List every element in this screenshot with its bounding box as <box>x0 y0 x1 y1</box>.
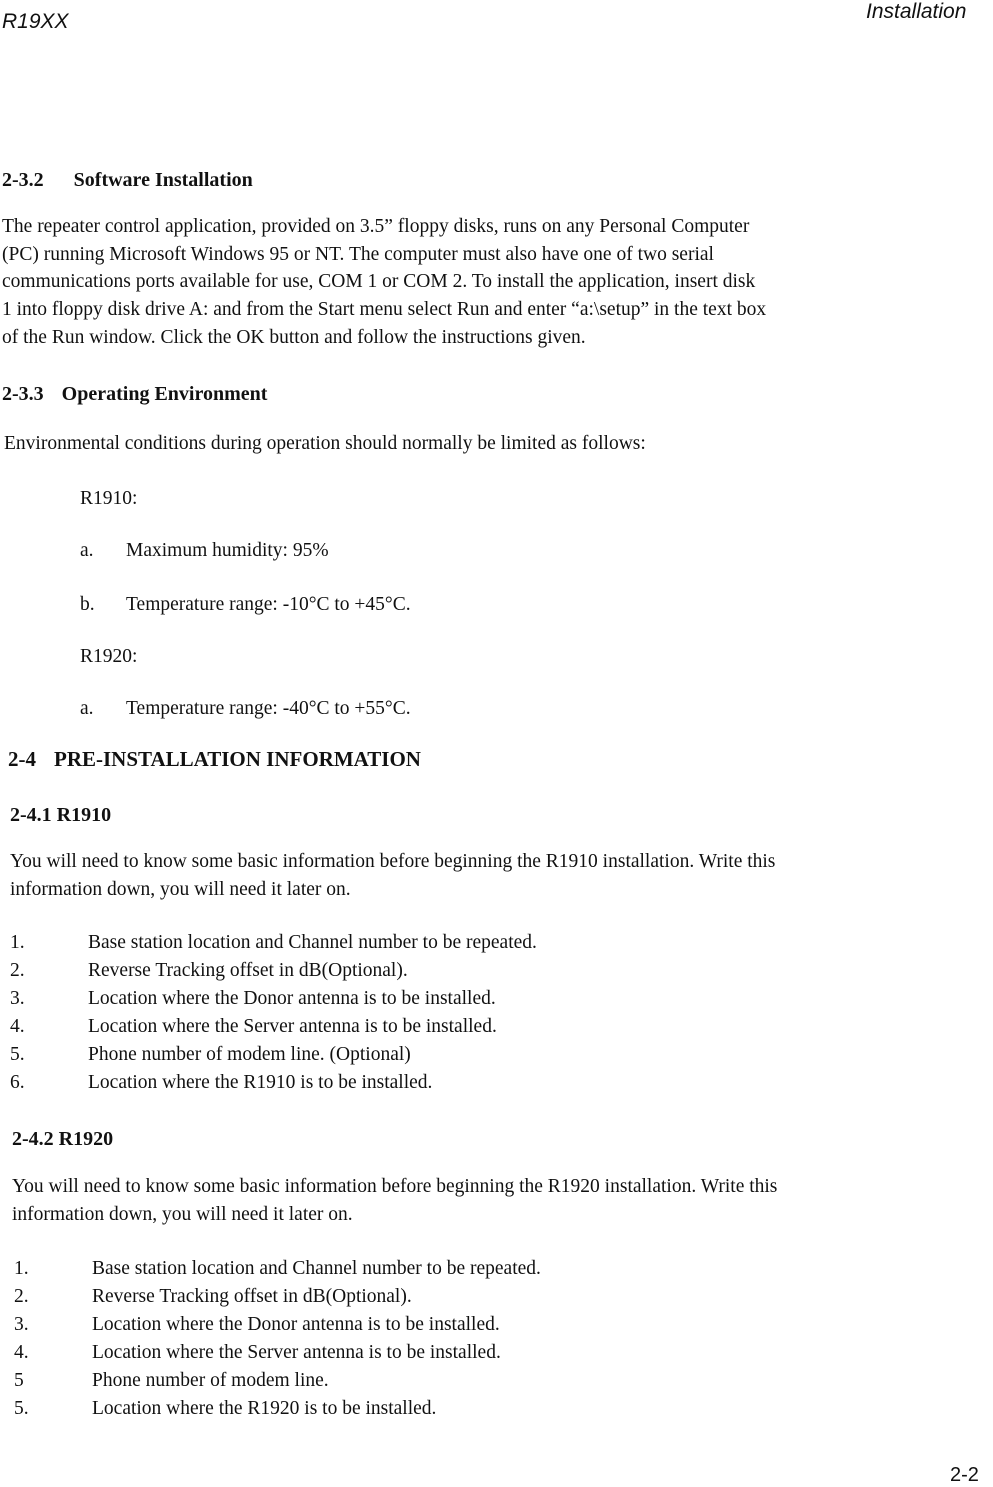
section-number: 2-3.3 <box>2 383 44 405</box>
list-marker: 6. <box>10 1072 25 1093</box>
section-number: 2-3.2 <box>2 169 44 191</box>
paragraph-line: information down, you will need it later on. <box>10 879 351 900</box>
list-text: Reverse Tracking offset in dB(Optional). <box>88 960 408 981</box>
section-heading-software-installation <box>2 169 253 192</box>
list-text: Phone number of modem line. <box>92 1370 329 1391</box>
paragraph-line: You will need to know some basic information before beginning the R1920 installation. Write this <box>12 1176 778 1197</box>
list-marker: 4. <box>10 1016 25 1037</box>
list-text: Phone number of modem line. (Optional) <box>88 1044 411 1065</box>
list-marker: 3. <box>10 988 25 1009</box>
subsection-heading-r1920: 2-4.2 R1920 <box>12 1128 114 1150</box>
section-heading-operating-environment <box>2 383 267 406</box>
paragraph-line: of the Run window. Click the OK button and follow the instructions given. <box>2 327 586 348</box>
running-header-left: R19XX <box>2 10 69 33</box>
list-text: Location where the R1910 is to be installed. <box>88 1072 433 1093</box>
paragraph-line: information down, you will need it later on. <box>12 1204 353 1225</box>
list-text: Location where the Server antenna is to be installed. <box>92 1342 501 1363</box>
list-marker: a. <box>80 698 94 719</box>
list-text: Maximum humidity: 95% <box>126 540 329 561</box>
list-marker: 1. <box>10 932 25 953</box>
list-text: Location where the Server antenna is to be installed. <box>88 1016 497 1037</box>
running-header-right: Installation <box>866 0 967 23</box>
list-marker: 4. <box>14 1342 29 1363</box>
environment-intro: Environmental conditions during operation should normally be limited as follows: <box>4 433 646 454</box>
paragraph-line: The repeater control application, provided on 3.5” floppy disks, runs on any Personal Computer <box>2 216 750 237</box>
list-text: Temperature range: -10°C to +45°C. <box>126 594 411 615</box>
section-title: Operating Environment <box>61 383 268 405</box>
list-marker: 1. <box>14 1258 29 1279</box>
section-title: PRE-INSTALLATION INFORMATION <box>54 747 421 771</box>
section-number: 2-4 <box>8 747 36 771</box>
list-item <box>80 540 329 562</box>
subsection-heading-r1910: 2-4.1 R1910 <box>10 804 112 826</box>
model-label-r1920: R1920: <box>80 646 138 667</box>
paragraph-line: communications ports available for use, COM 1 or COM 2. To install the application, insert disk <box>2 271 756 292</box>
list-marker: 5 <box>14 1370 24 1391</box>
list-item <box>80 594 411 616</box>
list-marker: 5. <box>10 1044 25 1065</box>
model-label-r1910: R1910: <box>80 488 138 509</box>
paragraph-line: 1 into floppy disk drive A: and from the Start menu select Run and enter “a:\setup” in the text box <box>2 299 767 320</box>
page-number: 2-2 <box>950 1464 979 1486</box>
list-text: Base station location and Channel number to be repeated. <box>88 932 537 953</box>
list-marker: b. <box>80 594 95 615</box>
list-marker: 2. <box>10 960 25 981</box>
list-text: Location where the Donor antenna is to be installed. <box>88 988 496 1009</box>
paragraph-line: (PC) running Microsoft Windows 95 or NT. The computer must also have one of two serial <box>2 244 714 265</box>
list-text: Location where the R1920 is to be installed. <box>92 1398 437 1419</box>
list-marker: 2. <box>14 1286 29 1307</box>
list-text: Reverse Tracking offset in dB(Optional). <box>92 1286 412 1307</box>
list-item <box>80 698 411 720</box>
paragraph-line: You will need to know some basic information before beginning the R1910 installation. Write this <box>10 851 776 872</box>
section-heading-pre-installation <box>8 747 421 772</box>
list-marker: 5. <box>14 1398 29 1419</box>
list-text: Location where the Donor antenna is to be installed. <box>92 1314 500 1335</box>
list-text: Temperature range: -40°C to +55°C. <box>126 698 411 719</box>
list-marker: a. <box>80 540 94 561</box>
section-title: Software Installation <box>73 169 253 191</box>
list-text: Base station location and Channel number to be repeated. <box>92 1258 541 1279</box>
list-marker: 3. <box>14 1314 29 1335</box>
